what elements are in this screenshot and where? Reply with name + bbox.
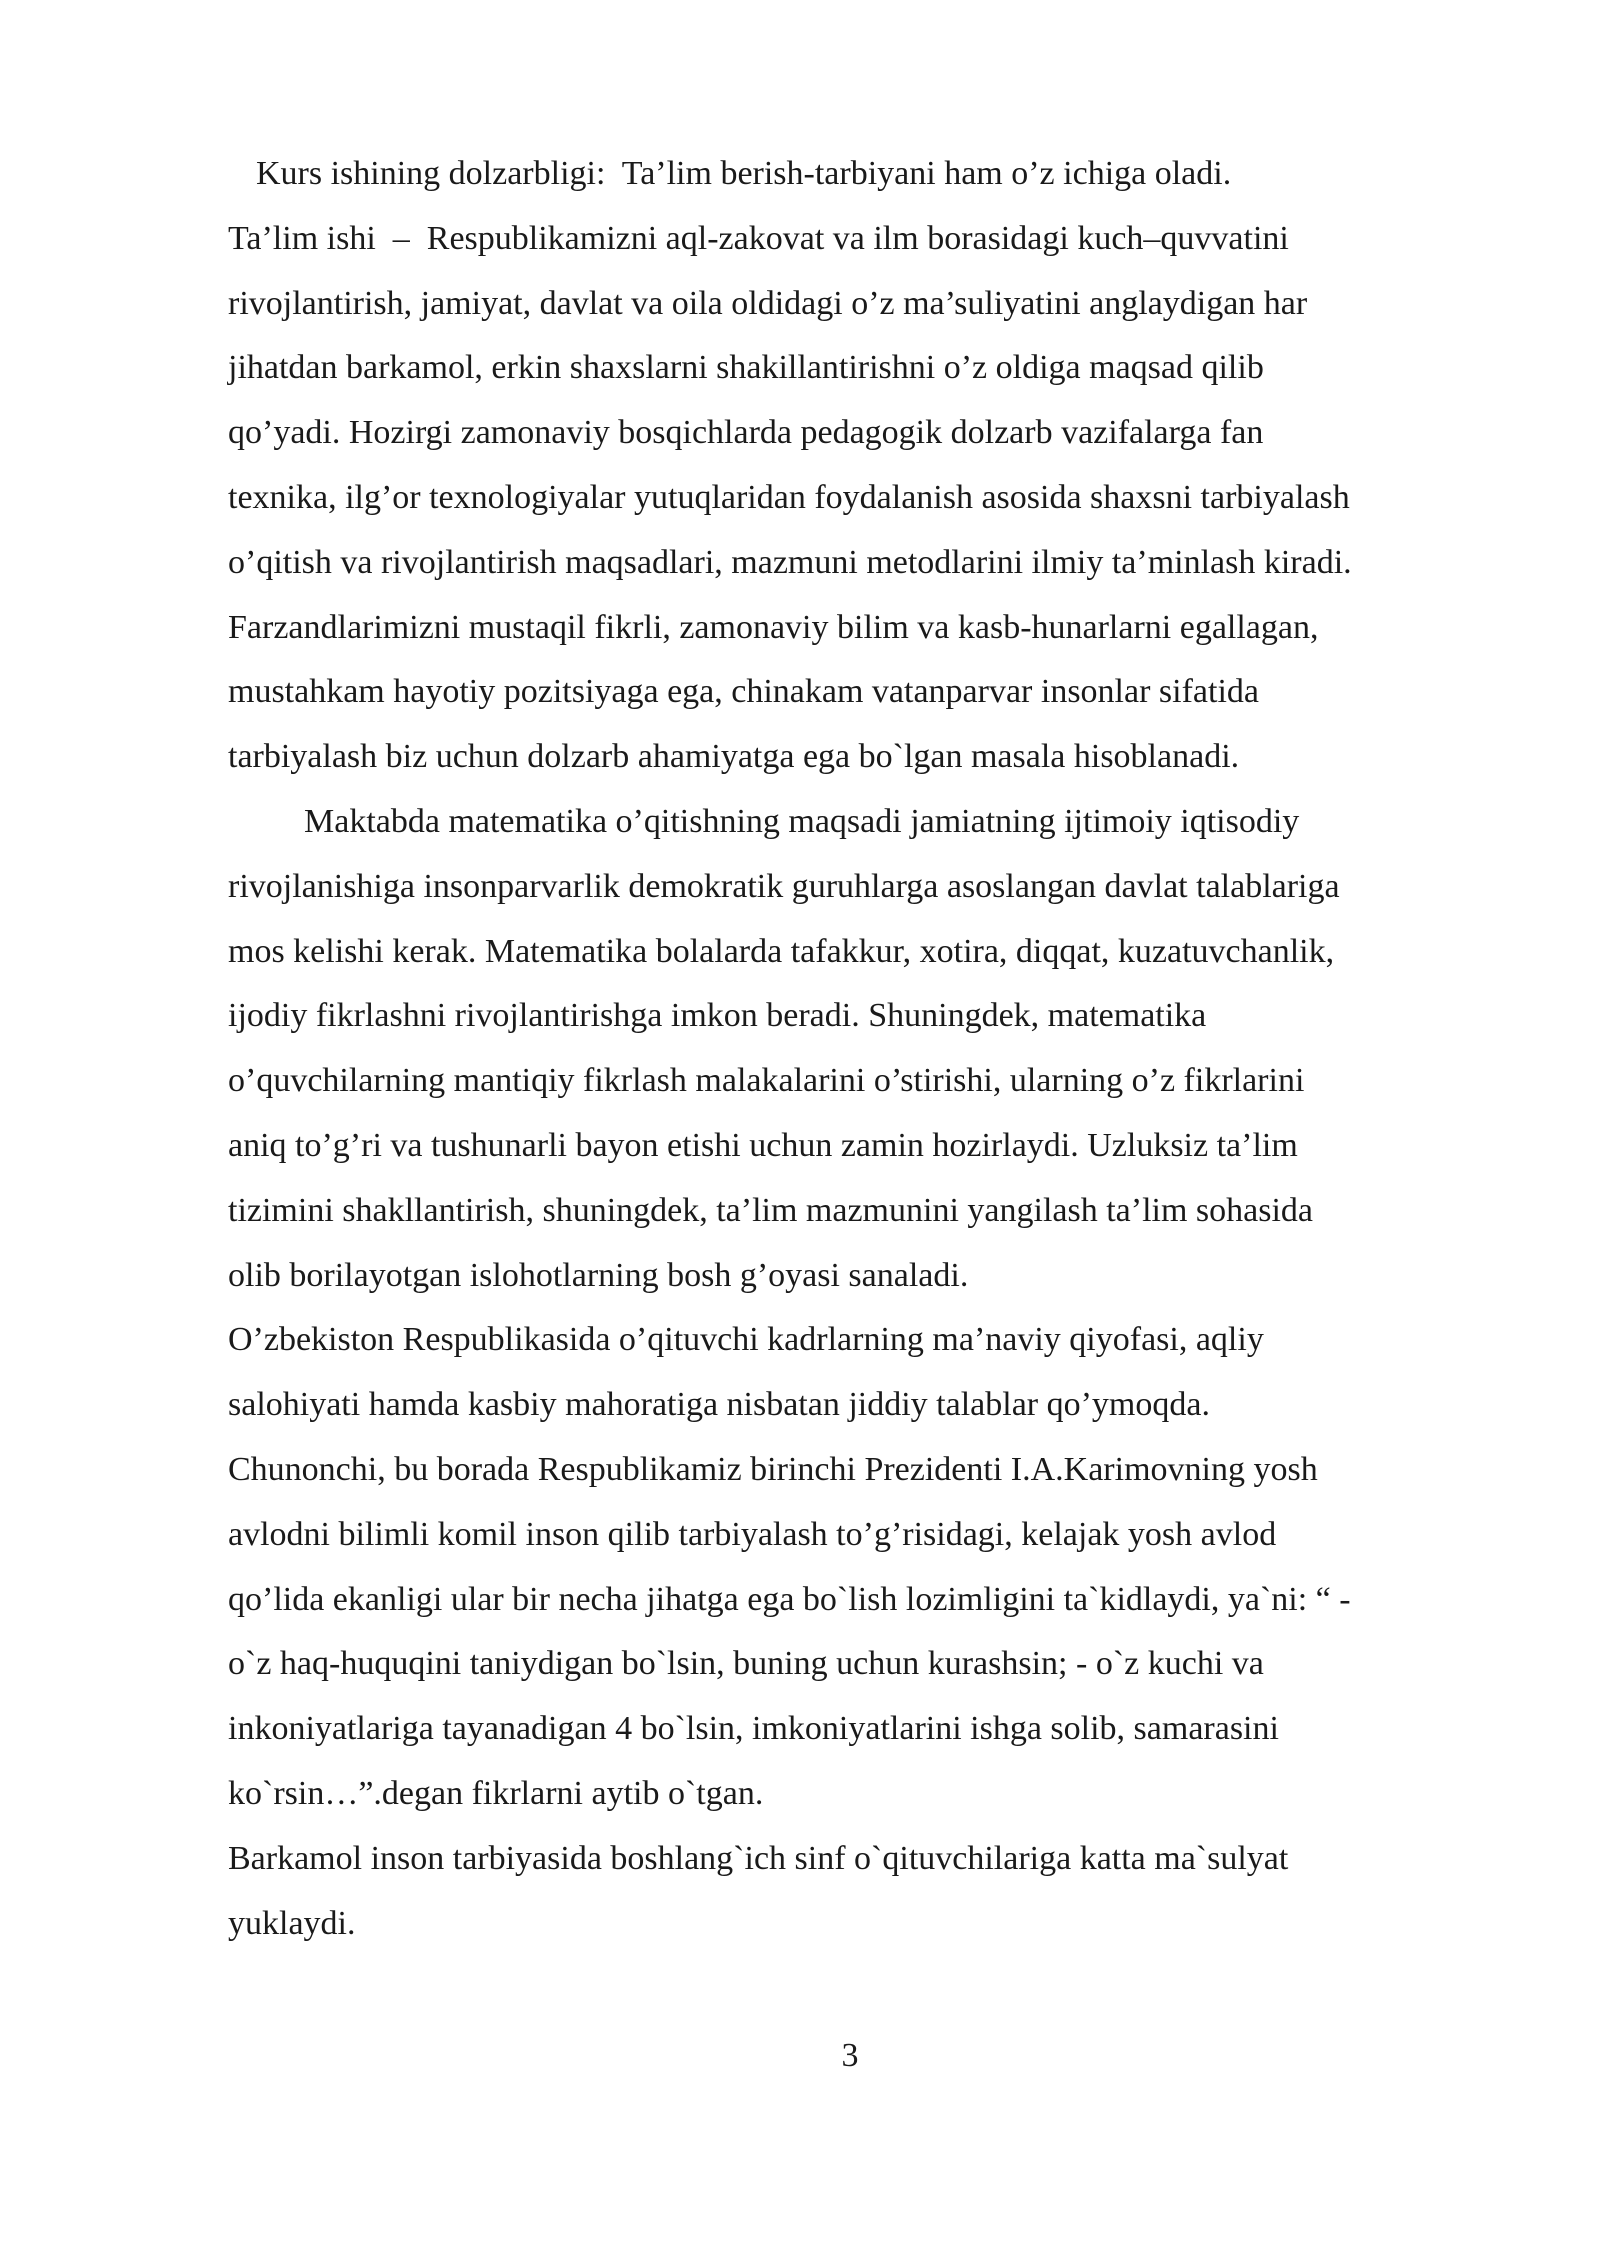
text-line: inkoniyatlariga tayanadigan 4 bo`lsin, imkoniyatlarini ishga solib, samarasini xyxy=(228,1710,1279,1747)
text-line: O’zbekiston Respublikasida o’qituvchi kadrlarning ma’naviy qiyofasi, aqliy xyxy=(228,1321,1264,1358)
text-line: Ta’lim ishi – Respublikamizni aql-zakovat va ilm borasidagi kuch–quvvatini xyxy=(228,220,1289,257)
text-line: Chunonchi, bu borada Respublikamiz birinchi Prezidenti I.A.Karimovning yosh xyxy=(228,1451,1318,1488)
text-line: avlodni bilimli komil inson qilib tarbiyalash to’g’risidagi, kelajak yosh avlod xyxy=(228,1516,1277,1553)
text-line: yuklaydi. xyxy=(228,1905,356,1942)
text-line: Barkamol inson tarbiyasida boshlang`ich sinf o`qituvchilariga katta ma`sulyat xyxy=(228,1840,1289,1877)
text-line: mustahkam hayotiy pozitsiyaga ega, chinakam vatanparvar insonlar sifatida xyxy=(228,673,1259,710)
text-line: rivojlantirish, jamiyat, davlat va oila oldidagi o’z ma’suliyatini anglaydigan har xyxy=(228,285,1308,322)
text-line: o’quvchilarning mantiqiy fikrlash malakalarini o’stirishi, ularning o’z fikrlarini xyxy=(228,1062,1305,1099)
text-line: olib borilayotgan islohotlarning bosh g’oyasi sanaladi. xyxy=(228,1257,969,1294)
text-line: o’qitish va rivojlantirish maqsadlari, mazmuni metodlarini ilmiy ta’minlash kiradi. xyxy=(228,544,1352,581)
text-line: rivojlanishiga insonparvarlik demokratik guruhlarga asoslangan davlat talablariga xyxy=(228,868,1340,905)
text-line: mos kelishi kerak. Matematika bolalarda tafakkur, xotira, diqqat, kuzatuvchanlik, xyxy=(228,933,1335,970)
text-line: aniq to’g’ri va tushunarli bayon etishi uchun zamin hozirlaydi. Uzluksiz ta’lim xyxy=(228,1127,1298,1164)
text-line: Kurs ishining dolzarbligi: Ta’lim berish-tarbiyani ham o’z ichiga oladi. xyxy=(256,155,1232,192)
text-line: Maktabda matematika o’qitishning maqsadi jamiatning ijtimoiy iqtisodiy xyxy=(304,803,1300,840)
page-number: 3 xyxy=(841,2037,859,2074)
text-line: qo’lida ekanligi ular bir necha jihatga ega bo`lish lozimligini ta`kidlaydi, ya`ni: “ - xyxy=(228,1581,1351,1618)
text-line: jihatdan barkamol, erkin shaxslarni shakillantirishni o’z oldiga maqsad qilib xyxy=(228,349,1264,386)
text-line: Farzandlarimizni mustaqil fikrli, zamonaviy bilim va kasb-hunarlarni egallagan, xyxy=(228,609,1319,646)
text-line: texnika, ilg’or texnologiyalar yutuqlaridan foydalanish asosida shaxsni tarbiyalash xyxy=(228,479,1350,516)
text-line: ijodiy fikrlashni rivojlantirishga imkon beradi. Shuningdek, matematika xyxy=(228,997,1207,1034)
text-line: qo’yadi. Hozirgi zamonaviy bosqichlarda pedagogik dolzarb vazifalarga fan xyxy=(228,414,1264,451)
text-line: ko`rsin…”.degan fikrlarni aytib o`tgan. xyxy=(228,1775,764,1812)
text-line: tarbiyalash biz uchun dolzarb ahamiyatga ega bo`lgan masala hisoblanadi. xyxy=(228,738,1240,775)
text-line: tizimini shakllantirish, shuningdek, ta’lim mazmunini yangilash ta’lim sohasida xyxy=(228,1192,1313,1229)
text-line: o`z haq-huquqini taniydigan bo`lsin, buning uchun kurashsin; - o`z kuchi va xyxy=(228,1645,1264,1682)
text-line: salohiyati hamda kasbiy mahoratiga nisbatan jiddiy talablar qo’ymoqda. xyxy=(228,1386,1210,1423)
